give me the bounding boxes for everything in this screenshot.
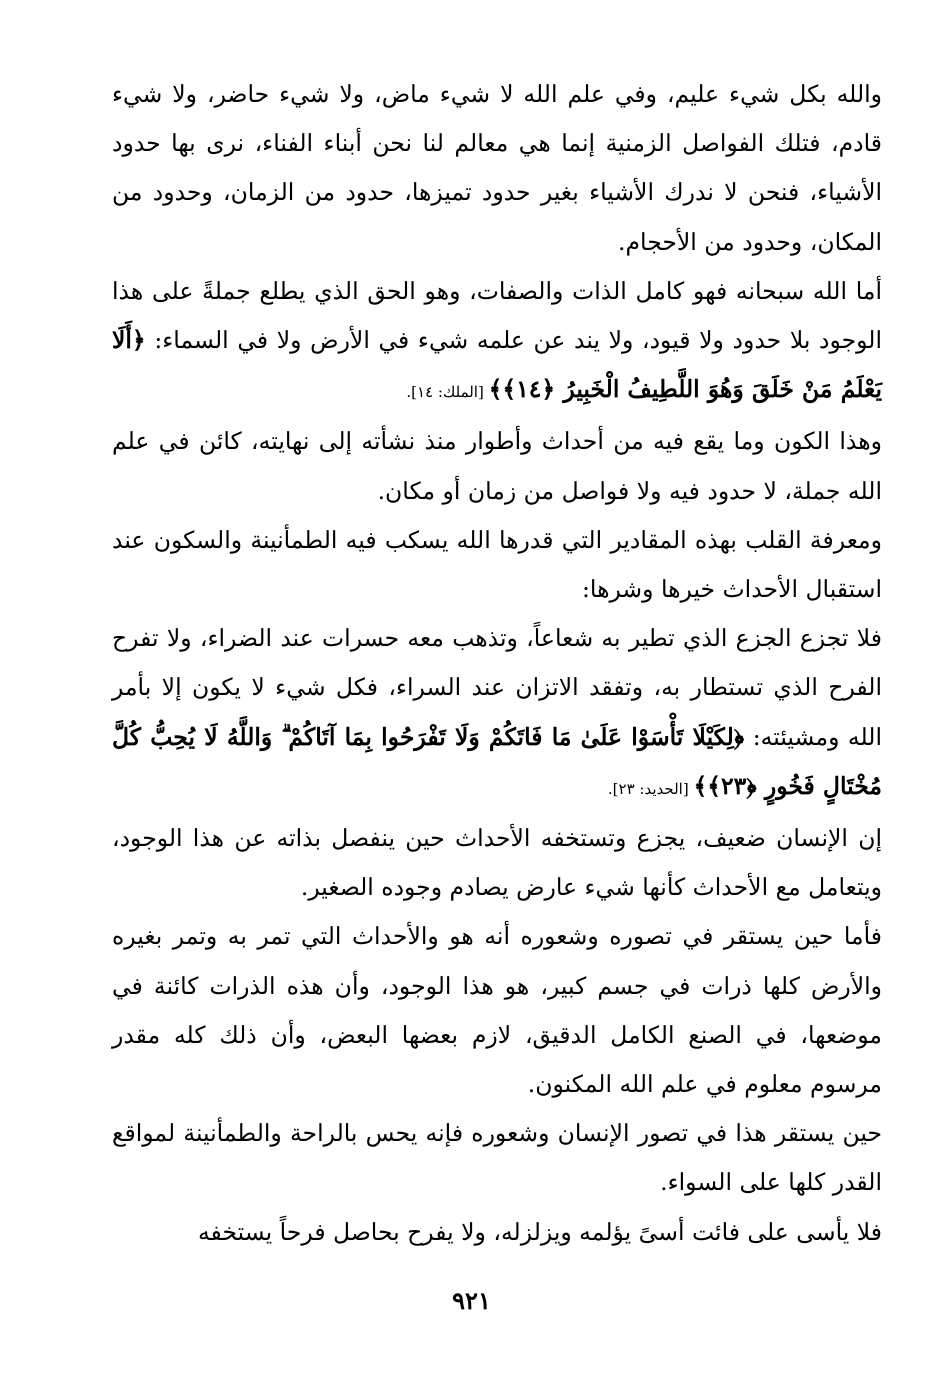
verse-reference: [الحديد: ٢٣]. bbox=[607, 779, 694, 798]
paragraph-1 bbox=[112, 70, 882, 267]
page-number: ٩٢١ bbox=[452, 1286, 491, 1315]
paragraph-text: ومعرفة القلب بهذه المقادير التي قدرها الله يسكب فيه الطمأنينة والسكون عند استقبال الأحداث خيرها وشرها: bbox=[112, 525, 882, 604]
paragraph-8 bbox=[112, 1109, 882, 1207]
paragraph-text: فأما حين يستقر في تصوره وشعوره أنه هو والأحداث التي تمر به وتمر بغيره والأرض كلها ذرات في جسم كبير، هو هذا الوجود، وأن هذه الذرات كائنة في موضعها، في الصنع الكامل الدقيق، لازم بعضها البعض، وأن ذلك كله مقدر مرسوم معلوم في علم الله المكنون. bbox=[112, 922, 882, 1099]
paragraph-4 bbox=[112, 516, 882, 614]
body-text bbox=[112, 70, 882, 1257]
paragraph-5 bbox=[112, 614, 882, 814]
paragraph-text: فلا يأسى على فائت أسىً يؤلمه ويزلزله، ولا يفرح بحاصل فرحاً يستخفه bbox=[197, 1217, 882, 1246]
paragraph-text: أما الله سبحانه فهو كامل الذات والصفات، وهو الحق الذي يطلع جملةً على هذا الوجود بلا حدود ولا قيود، ولا يند عن علمه شيء في الأرض ولا في السماء: bbox=[112, 276, 882, 355]
paragraph-text: حين يستقر هذا في تصور الإنسان وشعوره فإنه يحس بالراحة والطمأنينة لمواقع القدر كلها على السواء. bbox=[112, 1119, 882, 1197]
paragraph-9 bbox=[112, 1208, 882, 1257]
quran-verse: ﴿لِكَيْلَا تَأْسَوْا عَلَىٰ مَا فَاتَكُمْ وَلَا تَفْرَحُوا بِمَا آتَاكُمْ ۗ وَاللَّهُ لَا يُحِبُّ كُلَّ مُخْتَالٍ فَخُورٍ ﴿٢٣﴾﴾ bbox=[112, 722, 882, 800]
paragraph-text: وهذا الكون وما يقع فيه من أحداث وأطوار منذ نشأته إلى نهايته، كائن في علم الله جملة، لا حدود فيه ولا فواصل من زمان أو مكان. bbox=[112, 427, 882, 505]
paragraph-text: والله بكل شيء عليم، وفي علم الله لا شيء ماض، ولا شيء حاضر، ولا شيء قادم، فتلك الفواصل الزمنية إنما هي معالم لنا نحن أبناء الفناء، نرى بها حدود الأشياء، فنحن لا ندرك الأشياء بغير حدود تميزها، حدود من الزمان، وحدود من المكان، وحدود من الأحجام. bbox=[112, 80, 882, 256]
paragraph-3 bbox=[112, 417, 882, 515]
paragraph-text: إن الإنسان ضعيف، يجزع وتستخفه الأحداث حين ينفصل بذاته عن هذا الوجود، ويتعامل مع الأحداث كأنها شيء عارض يصادم وجوده الصغير. bbox=[112, 824, 882, 902]
paragraph-2 bbox=[112, 267, 882, 418]
paragraph-7 bbox=[112, 912, 882, 1109]
paragraph-6 bbox=[112, 814, 882, 912]
verse-reference: [الملك: ١٤]. bbox=[406, 383, 489, 402]
quran-verse: ﴿أَلَا يَعْلَمُ مَنْ خَلَقَ وَهُوَ اللَّطِيفُ الْخَبِيرُ ﴿١٤﴾﴾ bbox=[112, 326, 882, 404]
paragraph-text: فلا تجزع الجزع الذي تطير به شعاعاً، وتذهب معه حسرات عند الضراء، ولا تفرح الفرح الذي تستطار به، وتفقد الاتزان عند السراء، فكل شيء لا يكون إلا بأمر الله ومشيئته: bbox=[112, 624, 882, 751]
